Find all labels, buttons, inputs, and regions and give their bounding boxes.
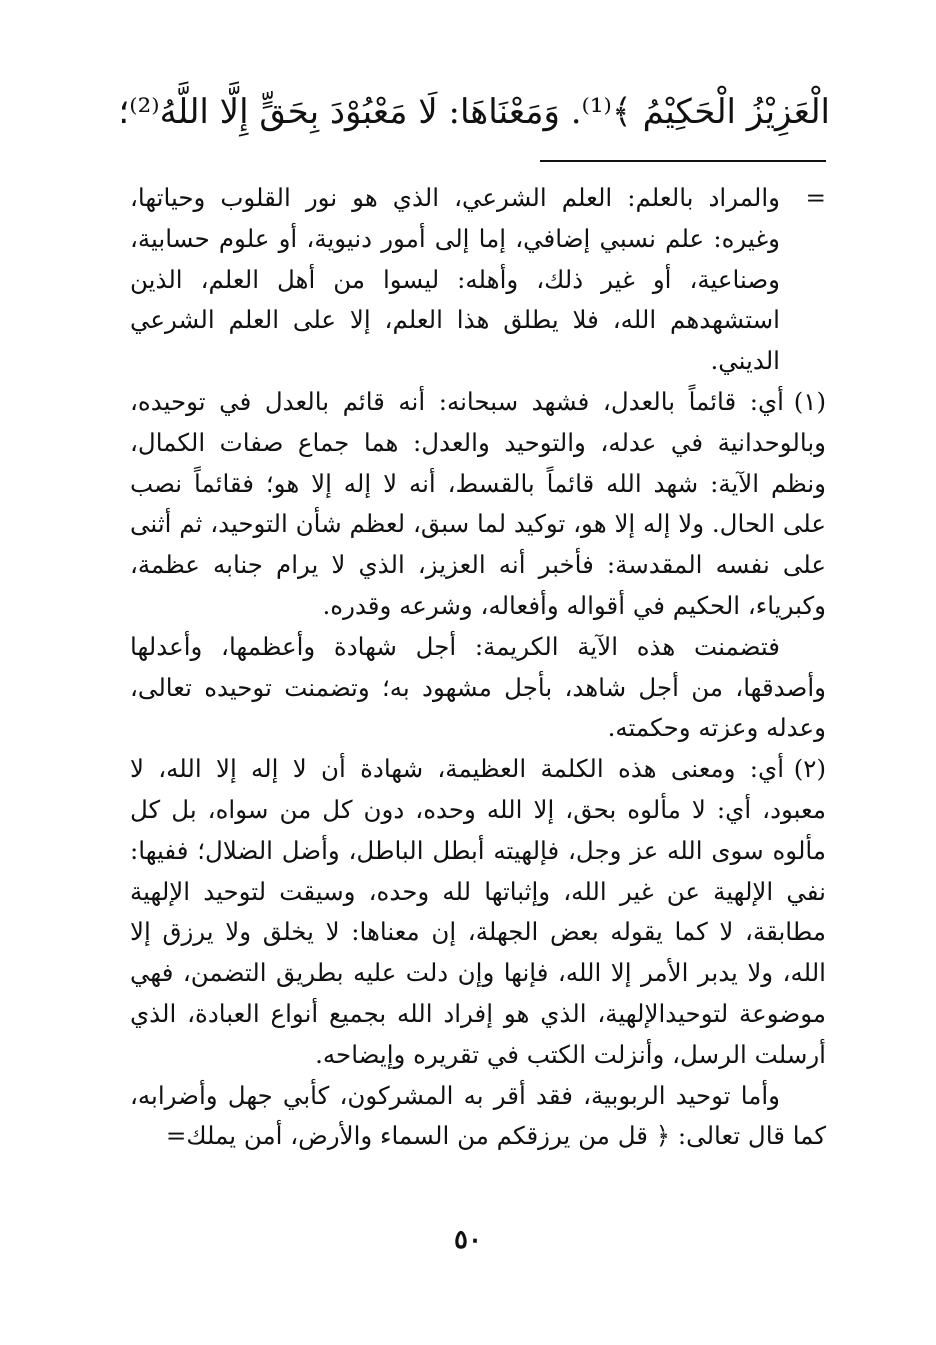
footnote-1 xyxy=(130,382,826,627)
main-text-line: الْعَزِيْزُ الْحَكِيْمُ ﴾⁽¹⁾. وَمَعْنَاهَا: لَا مَعْبُوْدَ بِحَقٍّ إِلَّا اللَّهُ⁽²⁾؛ xyxy=(118,92,830,132)
footnote-2-paragraph-2: وأما توحيد الربوبية، فقد أقر به المشركون، كأبي جهل وأضرابه، كما قال تعالى: ﴿ قل من يرزقكم من السماء والأرض، أمن يملك= xyxy=(130,1080,826,1151)
footnote-divider xyxy=(540,160,826,162)
footnote-1-text: أي: قائماً بالعدل، فشهد سبحانه: أنه قائم بالعدل في توحيده، وبالوحدانية في عدله، والتوحيد والعدل: هما جماع صفات الكمال، ونظم الآية: شهد الله قائماً بالقسط، أنه لا إله إلا هو؛ فقائماً نصب على الحال. ولا إله إلا هو، توكيد لما سبق، لعظم شأن التوحيد، ثم أثنى على نفسه المقدسة: فأخبر أنه العزيز، الذي لا يرام جنابه عظمة، وكبرياء، الحكيم في أقواله وأفعاله، وشرعه وقدره. xyxy=(130,386,826,620)
continuation-text: والمراد بالعلم: العلم الشرعي، الذي هو نور القلوب وحياتها، وغيره: علم نسبي إضافي، إما إلى أمور دنيوية، أو علوم حسابية، وصناعية، أو غير ذلك، وأهله: ليسوا من أهل العلم، الذين استشهدهم الله، فلا يطلق هذا العلم، إلا على العلم الشرعي الديني. xyxy=(130,183,780,376)
footnote-2 xyxy=(130,749,826,1075)
footnote-1-marker: (١) xyxy=(793,386,826,416)
footnote-1-paragraph-2: فتضمنت هذه الآية الكريمة: أجل شهادة وأعظمها، وأعدلها وأصدقها، من أجل شاهد، بأجل مشهود به؛ وتضمنت توحيده تعالى، وعدله وعزته وحكمته. xyxy=(130,631,826,743)
footnote-2-text: أي: ومعنى هذه الكلمة العظيمة، شهادة أن لا إله إلا الله، لا معبود، أي: لا مألوه بحق، إلا الله وحده، دون كل من سواه، بل كل مألوه سوى الله عز وجل، فإلهيته أبطل الباطل، وأضل الضلال؛ ففيها: نفي الإلهية عن غير الله، وإثباتها لله وحده، وسيقت لتوحيد الإلهية مطابقة، لا كما يقوله بعض الجهلة، إن معناها: لا يخلق ولا يرزق إلا الله، ولا يدبر الأمر إلا الله، فإنها وإن دلت عليه بطريق التضمن، فهي موضوعة لتوحيدالإلهية، الذي هو إفراد الله بجميع أنواع العبادة، الذي أرسلت الرسل، وأنزلت الكتب في تقريره وإيضاحه. xyxy=(130,754,827,1069)
footnote-continuation xyxy=(130,178,826,382)
page-number: ٥٠ xyxy=(454,1225,482,1255)
footnote-2-marker: (٢) xyxy=(793,754,826,784)
continuation-marker: = xyxy=(805,183,826,212)
footnotes-block xyxy=(130,178,826,1157)
